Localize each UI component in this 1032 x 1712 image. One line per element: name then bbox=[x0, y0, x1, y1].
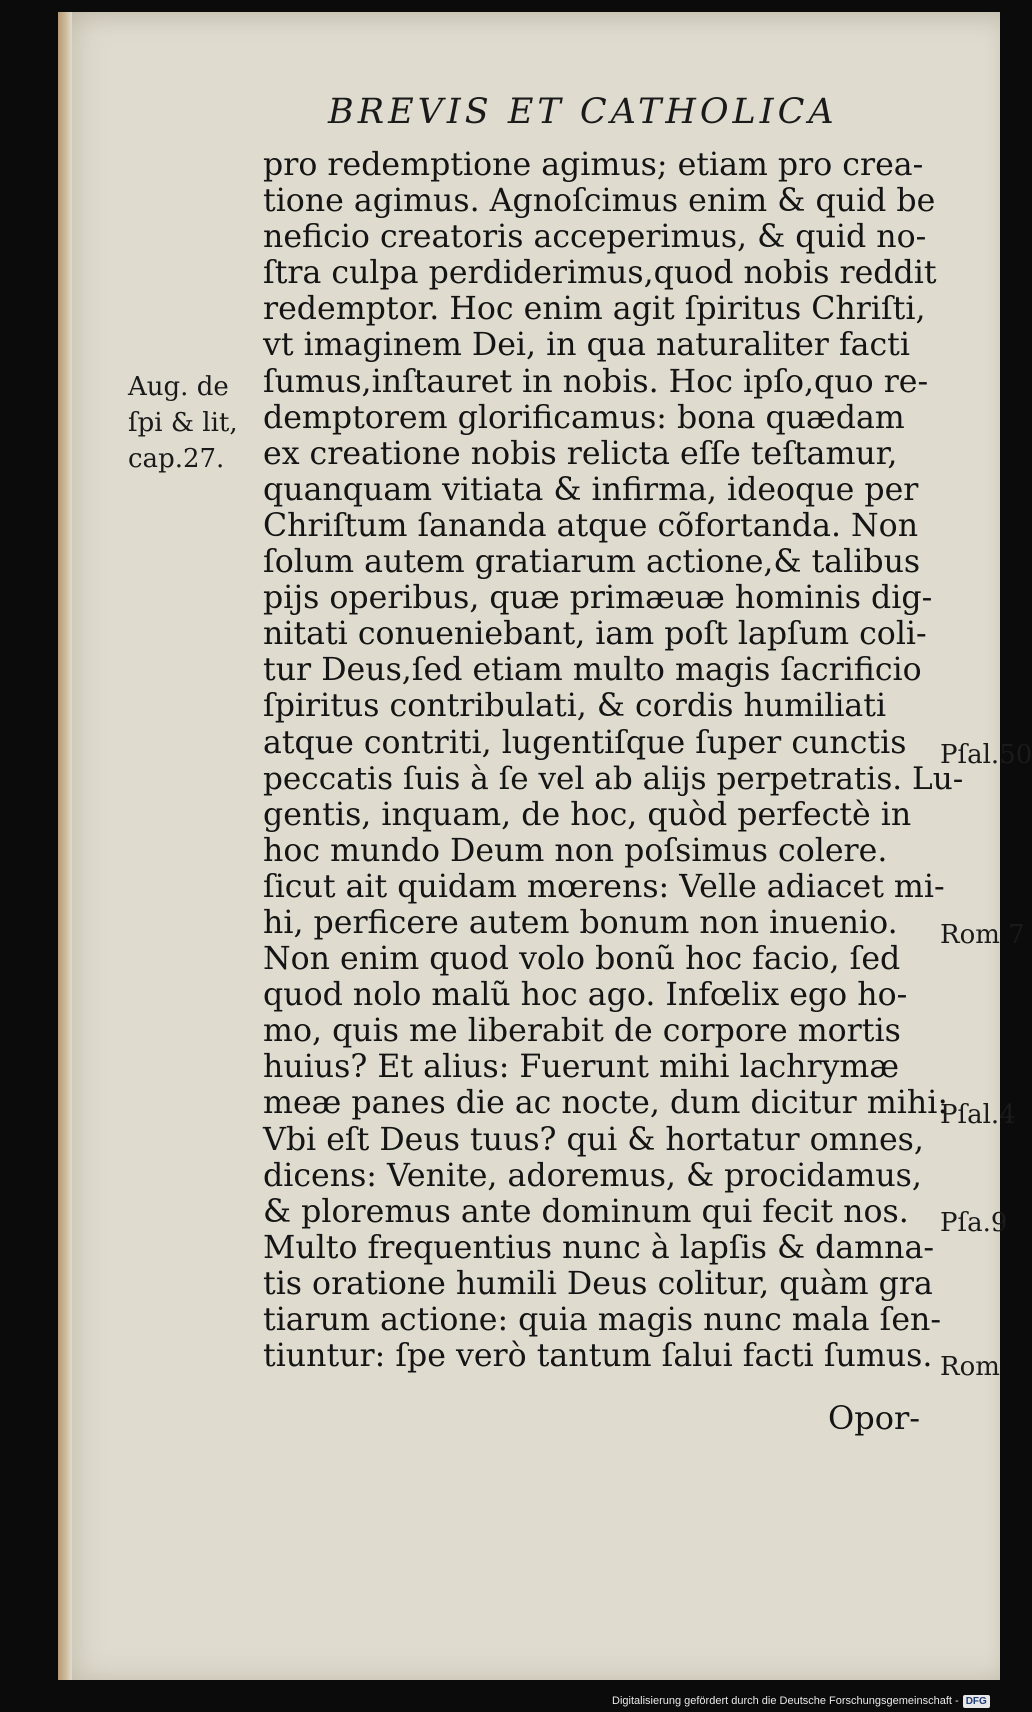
text-line: ſpiritus contribulati, & cordis humiliati bbox=[263, 688, 887, 725]
text-line: ex creatione nobis relicta eſſe teſtamur, bbox=[263, 435, 898, 472]
text-line: quod nolo malũ hoc ago. Infœlix ego ho- bbox=[263, 977, 908, 1014]
text-line: dicens: Venite, adoremus, & procidamus, bbox=[263, 1157, 922, 1194]
dfg-logo-icon: DFG bbox=[963, 1695, 990, 1708]
text-line: ſolum autem gratiarum actione,& talibus bbox=[263, 544, 921, 581]
text-line: tis oratione humili Deus colitur, quàm gra bbox=[263, 1265, 933, 1302]
text-line: ſicut ait quidam mœrens: Velle adiacet mi- bbox=[263, 868, 945, 905]
margin-note-line: Aug. de bbox=[128, 372, 229, 402]
text-line: Non enim quod volo bonũ hoc facio, ſed bbox=[263, 941, 901, 978]
digitization-footer bbox=[612, 1690, 1000, 1712]
text-line: redemptor. Hoc enim agit ſpiritus Chriſti, bbox=[263, 291, 926, 328]
text-line: neficio creatoris acceperimus, & quid no- bbox=[263, 219, 927, 256]
text-line: huius? Et alius: Fuerunt mihi lachrymæ bbox=[263, 1049, 900, 1086]
text-line: vt imaginem Dei, in qua naturaliter facti bbox=[263, 327, 910, 364]
book-page bbox=[58, 12, 1032, 1680]
margin-note-line: ſpi & lit, bbox=[128, 408, 238, 438]
text-line: hi, perficere autem bonum non inuenio. bbox=[263, 904, 898, 941]
running-head: BREVIS ET CATHOLICA bbox=[328, 92, 838, 132]
text-line: tiarum actione: quia magis nunc mala ſen- bbox=[263, 1302, 942, 1338]
text-line: nitati conueniebant, iam poſt lapſum coli- bbox=[263, 616, 927, 653]
page-gutter-shadow bbox=[58, 12, 72, 1680]
right-margin-ref: Pſa.9 bbox=[940, 1208, 1008, 1238]
right-margin-ref: Rom bbox=[940, 1352, 1000, 1382]
text-line: tur Deus,ſed etiam multo magis ſacrificio bbox=[263, 652, 922, 689]
text-line: Vbi eſt Deus tuus? qui & hortatur omnes, bbox=[263, 1121, 924, 1158]
margin-note-line: cap.27. bbox=[128, 444, 225, 474]
catchword: Opor- bbox=[828, 1399, 921, 1437]
text-line: ſtra culpa perdiderimus,quod nobis reddit bbox=[263, 255, 937, 292]
text-line: & ploremus ante dominum qui fecit nos. bbox=[263, 1193, 909, 1230]
footer-text: Digitalisierung gefördert durch die Deutsche Forschungsgemeinschaft - bbox=[612, 1695, 959, 1707]
text-line: peccatis ſuis à ſe vel ab alijs perpetratis. Lu- bbox=[263, 760, 964, 797]
text-line: quanquam vitiata & infirma, ideoque per bbox=[263, 471, 919, 508]
text-line: atque contriti, lugentiſque ſuper cunctis bbox=[263, 724, 907, 761]
text-line: Multo frequentius nunc à lapſis & damna- bbox=[263, 1229, 934, 1266]
text-line: Chriſtum ſananda atque cõfortanda. Non bbox=[263, 507, 919, 544]
text-line: tione agimus. Agnoſcimus enim & quid be bbox=[263, 183, 936, 220]
body-text bbox=[263, 147, 963, 1374]
right-margin-ref: Pſal.4 bbox=[940, 1100, 1016, 1130]
text-line: meæ panes die ac nocte, dum dicitur mihi: bbox=[263, 1085, 948, 1122]
left-margin-note bbox=[128, 369, 238, 477]
text-line: pijs operibus, quæ primæuæ hominis dig- bbox=[263, 580, 933, 617]
text-line: pro redemptione agimus; etiam pro crea- bbox=[263, 147, 924, 183]
right-margin-ref: Rom 7 bbox=[940, 920, 1025, 950]
text-line: demptorem glorificamus: bona quædam bbox=[263, 399, 905, 436]
text-line: tiuntur: ſpe verò tantum ſalui facti ſumus. bbox=[263, 1338, 933, 1375]
text-line: gentis, inquam, de hoc, quòd perfectè in bbox=[263, 796, 912, 833]
text-line: mo, quis me liberabit de corpore mortis bbox=[263, 1013, 901, 1050]
text-line: hoc mundo Deum non poſsimus colere. bbox=[263, 832, 888, 869]
right-margin-ref: Pſal.50 bbox=[940, 740, 1032, 770]
text-line: ſumus,inſtauret in nobis. Hoc ipſo,quo re- bbox=[263, 363, 929, 400]
